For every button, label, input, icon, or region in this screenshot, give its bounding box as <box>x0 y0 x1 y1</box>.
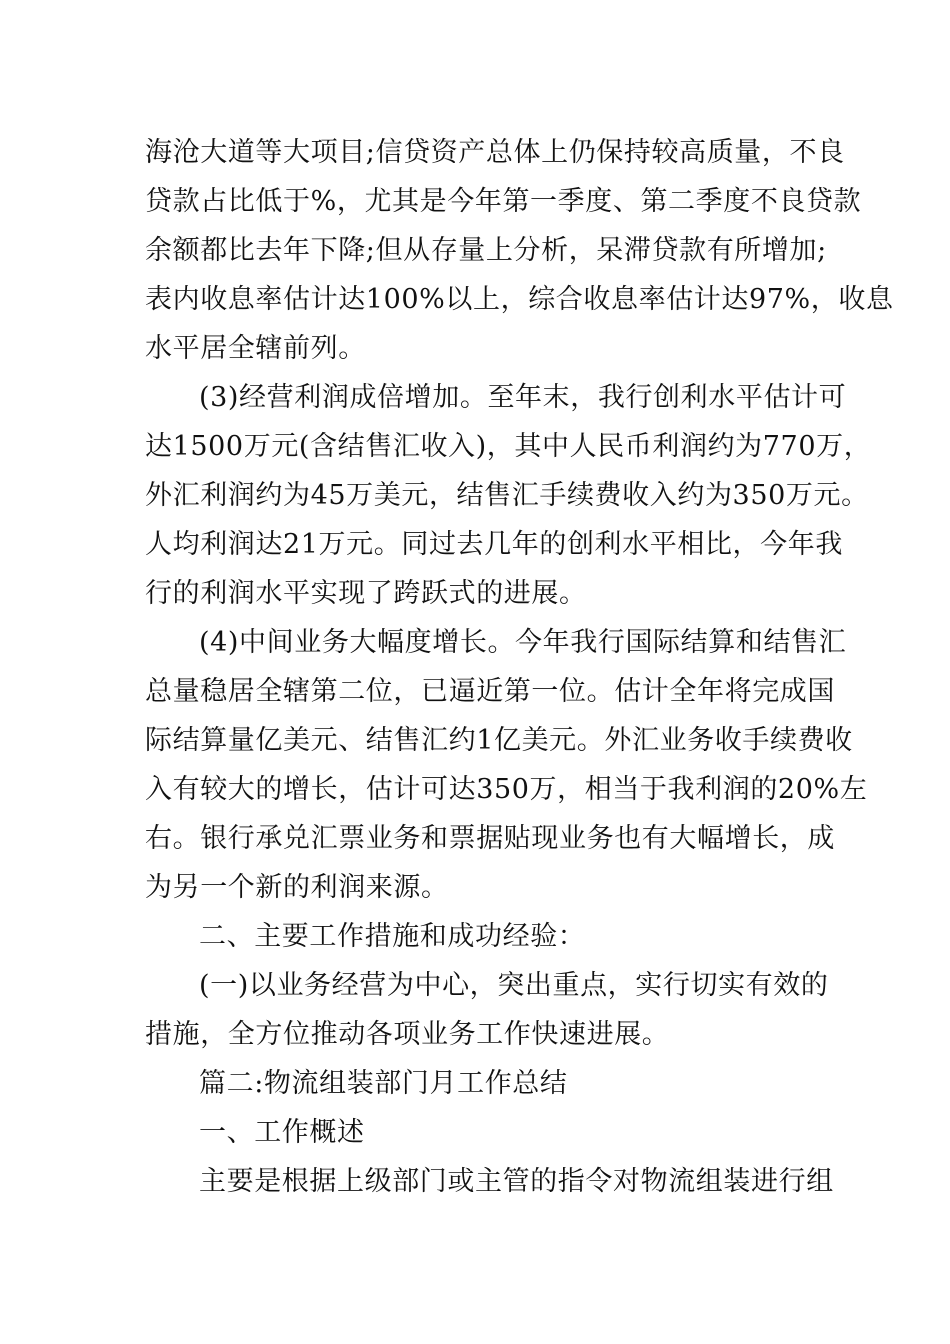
section-heading: 一、工作概述 <box>199 1117 365 1148</box>
text-line: 措施，全方位推动各项业务工作快速进展。 <box>145 1019 670 1050</box>
text-line: 外汇利润约为45万美元，结售汇手续费收入约为350万元。 <box>145 480 869 511</box>
text-line: 人均利润达21万元。同过去几年的创利水平相比，今年我 <box>145 529 843 560</box>
article-title: 篇二:物流组装部门月工作总结 <box>199 1068 568 1099</box>
text-line: 总量稳居全辖第二位，已逼近第一位。估计全年将完成国 <box>145 676 835 707</box>
text-line: (4)中间业务大幅度增长。今年我行国际结算和结售汇 <box>199 627 847 658</box>
text-line: (一)以业务经营为中心，突出重点，实行切实有效的 <box>199 970 829 1001</box>
text-line: 主要是根据上级部门或主管的指令对物流组装进行组 <box>199 1166 834 1197</box>
text-line: 水平居全辖前列。 <box>145 333 366 364</box>
text-line: 入有较大的增长，估计可达350万，相当于我利润的20%左 <box>145 774 868 805</box>
text-line: 行的利润水平实现了跨跃式的进展。 <box>145 578 587 609</box>
text-line: 达1500万元(含结售汇收入)，其中人民币利润约为770万， <box>145 431 872 462</box>
text-line: 表内收息率估计达100%以上，综合收息率估计达97%，收息 <box>145 284 894 315</box>
text-line: 为另一个新的利润来源。 <box>145 872 449 903</box>
text-line: 海沧大道等大项目;信贷资产总体上仍保持较高质量，不良 <box>145 137 845 168</box>
text-line: (3)经营利润成倍增加。至年末，我行创利水平估计可 <box>199 382 847 413</box>
section-heading: 二、主要工作措施和成功经验： <box>199 921 586 952</box>
text-line: 贷款占比低于%，尤其是今年第一季度、第二季度不良贷款 <box>145 186 862 217</box>
text-line: 际结算量亿美元、结售汇约1亿美元。外汇业务收手续费收 <box>145 725 853 756</box>
text-line: 右。银行承兑汇票业务和票据贴现业务也有大幅增长，成 <box>145 823 835 854</box>
text-line: 余额都比去年下降;但从存量上分析，呆滞贷款有所增加; <box>145 235 827 266</box>
